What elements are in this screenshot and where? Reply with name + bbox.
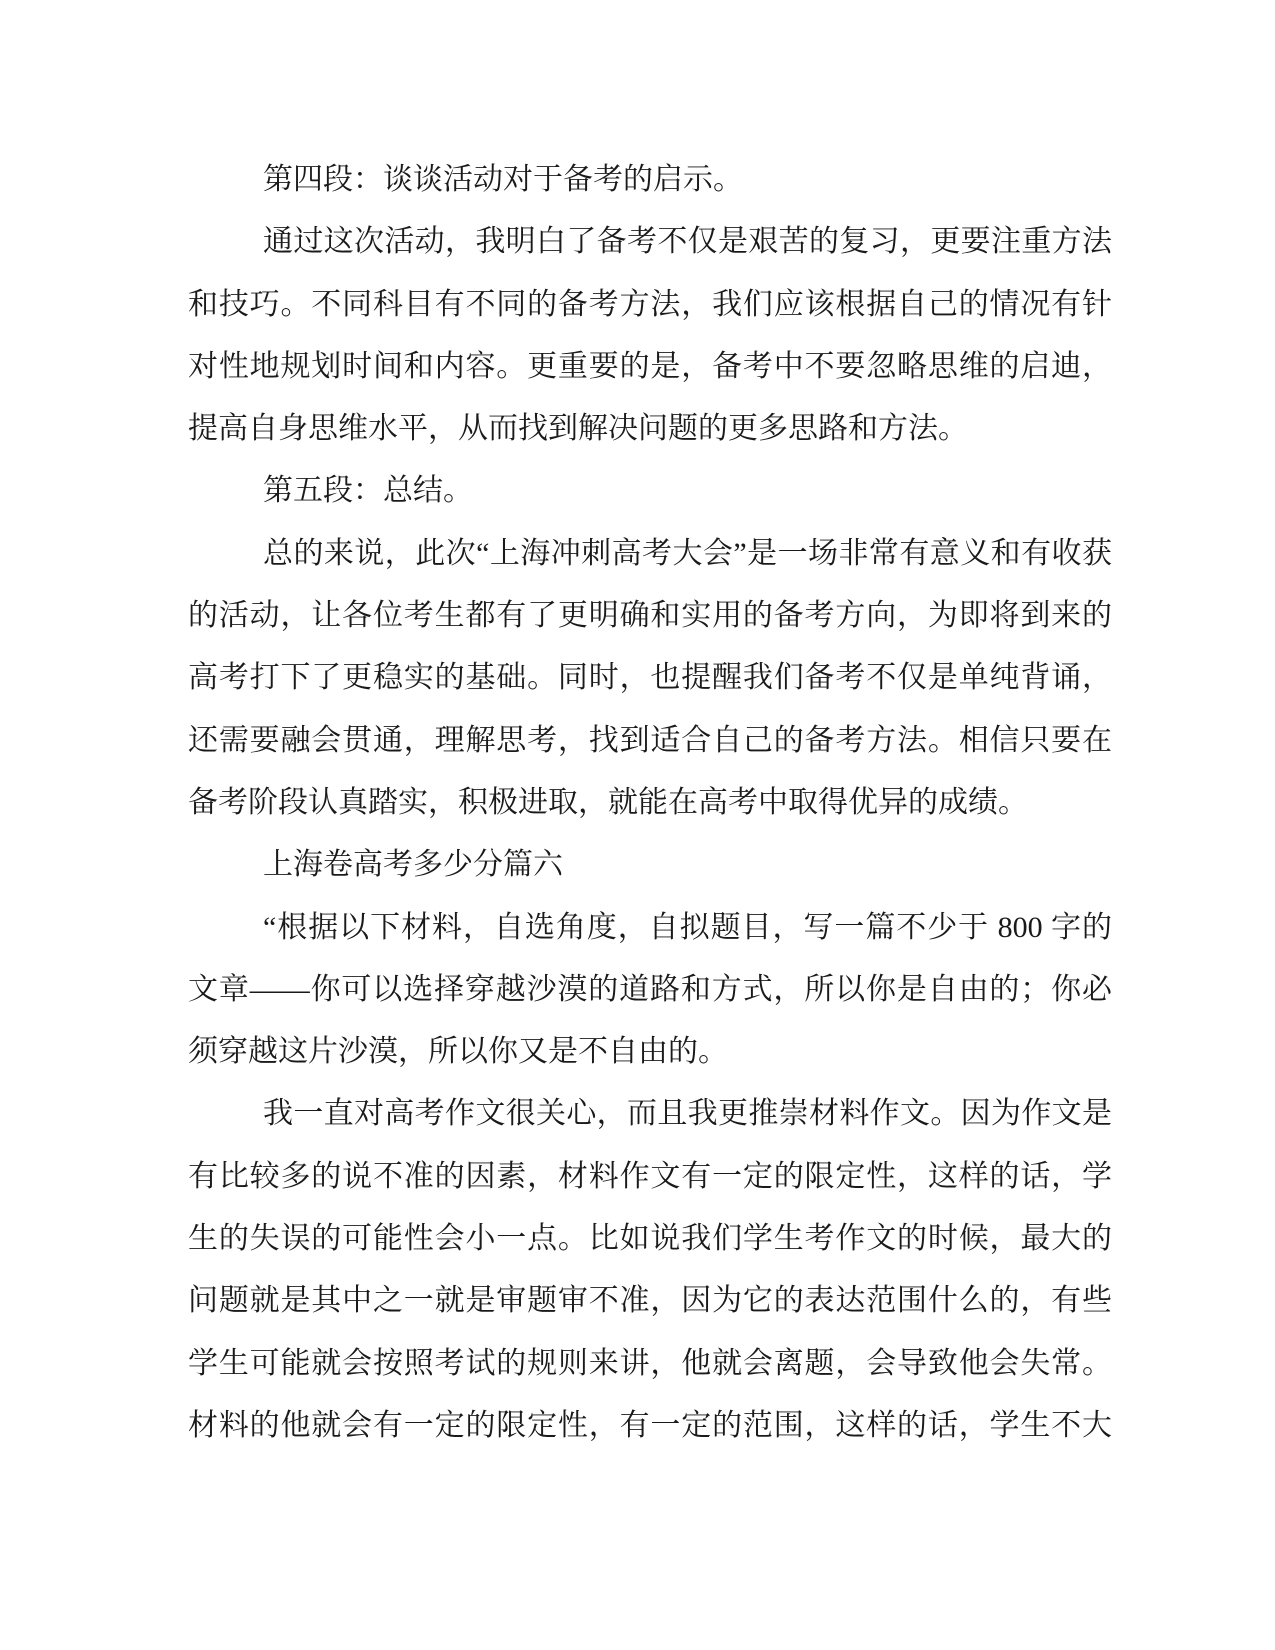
text-line: 有比较多的说不准的因素，材料作文有一定的限定性，这样的话，学 (188, 1159, 1112, 1193)
document-content (188, 149, 1112, 1457)
text-line: 通过这次活动，我明白了备考不仅是艰苦的复习，更要注重方法 (263, 225, 1112, 259)
text-line: 材料的他就会有一定的限定性，有一定的范围，这样的话，学生不大 (188, 1408, 1112, 1442)
text-line: 生的失误的可能性会小一点。比如说我们学生考作文的时候，最大的 (188, 1222, 1112, 1256)
text-line: 和技巧。不同科目有不同的备考方法，我们应该根据自己的情况有针 (188, 287, 1112, 321)
text-line: 我一直对高考作文很关心，而且我更推崇材料作文。因为作文是 (263, 1097, 1112, 1131)
text-line: 备考阶段认真踏实，积极进取，就能在高考中取得优异的成绩。 (188, 785, 1028, 819)
text-line: 文章——你可以选择穿越沙漠的道路和方式，所以你是自由的；你必 (188, 972, 1112, 1006)
text-line: 还需要融会贯通，理解思考，找到适合自己的备考方法。相信只要在 (188, 723, 1112, 757)
text-line: 对性地规划时间和内容。更重要的是，备考中不要忽略思维的启迪， (188, 349, 1112, 383)
text-line: 提高自身思维水平，从而找到解决问题的更多思路和方法。 (188, 412, 968, 446)
text-line: 高考打下了更稳实的基础。同时，也提醒我们备考不仅是单纯背诵， (188, 661, 1112, 695)
text-line: 第四段：谈谈活动对于备考的启示。 (263, 163, 743, 196)
text-line: “根据以下材料，自选角度，自拟题目，写一篇不少于 800 字的 (263, 910, 1112, 944)
text-line: 第五段：总结。 (263, 474, 473, 508)
text-line: 上海卷高考多少分篇六 (263, 848, 563, 882)
text-line: 问题就是其中之一就是审题审不准，因为它的表达范围什么的，有些 (188, 1284, 1112, 1318)
text-line: 须穿越这片沙漠，所以你又是不自由的。 (188, 1035, 728, 1069)
text-line: 的活动，让各位考生都有了更明确和实用的备考方向，为即将到来的 (188, 599, 1112, 633)
text-line: 总的来说，此次“上海冲刺高考大会”是一场非常有意义和有收获 (263, 536, 1112, 570)
text-line: 学生可能就会按照考试的规则来讲，他就会离题，会导致他会失常。 (188, 1346, 1112, 1380)
